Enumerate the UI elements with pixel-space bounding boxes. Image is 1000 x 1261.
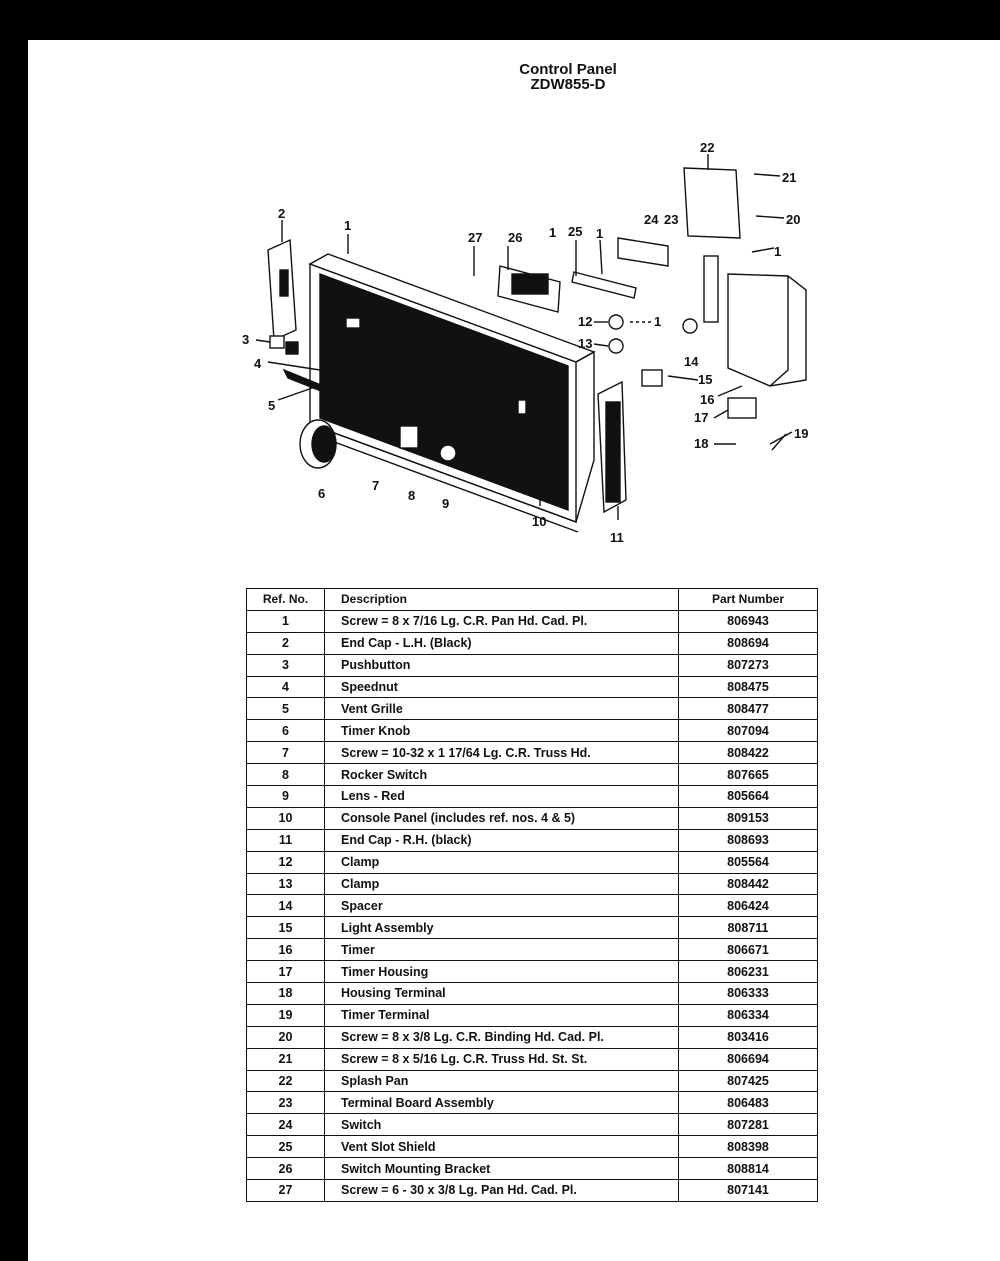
callout-21: 21 — [782, 170, 797, 185]
table-row — [247, 632, 818, 654]
description-cell: Timer Terminal — [325, 1004, 679, 1026]
callout-25: 25 — [568, 224, 583, 239]
description-cell: Console Panel (includes ref. nos. 4 & 5) — [325, 807, 679, 829]
part-number-cell: 807281 — [679, 1114, 818, 1136]
callout-5: 5 — [268, 398, 276, 413]
table-row — [247, 676, 818, 698]
part-number-cell: 808694 — [679, 632, 818, 654]
table-row — [247, 1180, 818, 1202]
table-row — [247, 1004, 818, 1026]
table-row — [247, 786, 818, 808]
ref-cell: 27 — [247, 1180, 325, 1202]
part-number-cell: 808693 — [679, 829, 818, 851]
table-row — [247, 873, 818, 895]
description-cell: Lens - Red — [325, 786, 679, 808]
parts-sheet — [28, 40, 1000, 1261]
callout-24: 24 — [644, 212, 659, 227]
timer-drawing — [728, 274, 806, 386]
callout-1c: 1 — [596, 226, 604, 241]
table-row — [247, 1048, 818, 1070]
callout-10: 10 — [532, 514, 547, 529]
part-number-cell: 808477 — [679, 698, 818, 720]
description-cell: Screw = 10-32 x 1 17/64 Lg. C.R. Truss Hd. — [325, 742, 679, 764]
description-cell: Speednut — [325, 676, 679, 698]
part-number-cell: 808442 — [679, 873, 818, 895]
table-row — [247, 1092, 818, 1114]
part-number-cell: 807273 — [679, 654, 818, 676]
table-row — [247, 917, 818, 939]
callout-3: 3 — [242, 332, 250, 347]
callout-1: 1 — [344, 218, 352, 233]
table-row — [247, 720, 818, 742]
ref-cell: 18 — [247, 983, 325, 1005]
callout-7: 7 — [372, 478, 380, 493]
table-row — [247, 742, 818, 764]
part-number-cell: 806334 — [679, 1004, 818, 1026]
ref-cell: 17 — [247, 961, 325, 983]
table-row — [247, 654, 818, 676]
parts-list-table — [246, 588, 818, 1202]
ref-cell: 24 — [247, 1114, 325, 1136]
description-cell: Terminal Board Assembly — [325, 1092, 679, 1114]
description-cell: Screw = 6 - 30 x 3/8 Lg. Pan Hd. Cad. Pl. — [325, 1180, 679, 1202]
ref-cell: 2 — [247, 632, 325, 654]
ref-cell: 21 — [247, 1048, 325, 1070]
table-row — [247, 895, 818, 917]
ref-cell: 4 — [247, 676, 325, 698]
ref-cell: 12 — [247, 851, 325, 873]
ref-cell: 25 — [247, 1136, 325, 1158]
part-number-cell: 806671 — [679, 939, 818, 961]
ref-cell: 13 — [247, 873, 325, 895]
table-row — [247, 1026, 818, 1048]
part-number-cell: 809153 — [679, 807, 818, 829]
callout-18: 18 — [694, 436, 709, 451]
part-number-cell: 805564 — [679, 851, 818, 873]
ref-cell: 10 — [247, 807, 325, 829]
ref-cell: 5 — [247, 698, 325, 720]
ref-cell: 23 — [247, 1092, 325, 1114]
description-cell: Light Assembly — [325, 917, 679, 939]
callout-1d: 1 — [774, 244, 782, 259]
callout-16: 16 — [700, 392, 715, 407]
part-number-cell: 808475 — [679, 676, 818, 698]
description-cell: Clamp — [325, 851, 679, 873]
table-row — [247, 1136, 818, 1158]
description-cell: Pushbutton — [325, 654, 679, 676]
ref-cell: 3 — [247, 654, 325, 676]
ref-cell: 9 — [247, 786, 325, 808]
part-number-cell: 807665 — [679, 764, 818, 786]
callout-19: 19 — [794, 426, 809, 441]
part-number-cell: 807094 — [679, 720, 818, 742]
header-description: Description — [325, 589, 679, 611]
ref-cell: 19 — [247, 1004, 325, 1026]
callout-9: 9 — [442, 496, 450, 511]
table-row — [247, 983, 818, 1005]
table-row — [247, 764, 818, 786]
description-cell: Vent Slot Shield — [325, 1136, 679, 1158]
part-number-cell: 806333 — [679, 983, 818, 1005]
part-number-cell: 806694 — [679, 1048, 818, 1070]
ref-cell: 7 — [247, 742, 325, 764]
callout-15: 15 — [698, 372, 713, 387]
ref-cell: 8 — [247, 764, 325, 786]
callout-6: 6 — [318, 486, 326, 501]
callout-13: 13 — [578, 336, 593, 351]
ref-cell: 11 — [247, 829, 325, 851]
part-number-cell: 806943 — [679, 610, 818, 632]
description-cell: End Cap - L.H. (Black) — [325, 632, 679, 654]
table-row — [247, 1070, 818, 1092]
description-cell: Vent Grille — [325, 698, 679, 720]
ref-cell: 15 — [247, 917, 325, 939]
callout-11: 11 — [610, 530, 624, 545]
callout-20: 20 — [786, 212, 801, 227]
callout-14: 14 — [684, 354, 699, 369]
table-row — [247, 829, 818, 851]
description-cell: Clamp — [325, 873, 679, 895]
table-header-row — [247, 589, 818, 611]
description-cell: Timer Knob — [325, 720, 679, 742]
description-cell: Switch Mounting Bracket — [325, 1158, 679, 1180]
splash-pan-drawing — [684, 168, 740, 238]
table-row — [247, 939, 818, 961]
callout-27: 27 — [468, 230, 483, 245]
part-number-cell: 808711 — [679, 917, 818, 939]
ref-cell: 1 — [247, 610, 325, 632]
table-row — [247, 1158, 818, 1180]
description-cell: Screw = 8 x 7/16 Lg. C.R. Pan Hd. Cad. Pl. — [325, 610, 679, 632]
part-number-cell: 805664 — [679, 786, 818, 808]
table-row — [247, 961, 818, 983]
part-number-cell: 803416 — [679, 1026, 818, 1048]
table-row — [247, 1114, 818, 1136]
table-row — [247, 807, 818, 829]
part-number-cell: 806231 — [679, 961, 818, 983]
description-cell: Rocker Switch — [325, 764, 679, 786]
description-cell: End Cap - R.H. (black) — [325, 829, 679, 851]
part-number-cell: 808422 — [679, 742, 818, 764]
description-cell: Housing Terminal — [325, 983, 679, 1005]
ref-cell: 20 — [247, 1026, 325, 1048]
part-number-cell: 808814 — [679, 1158, 818, 1180]
callout-22: 22 — [700, 140, 715, 155]
callout-23: 23 — [664, 212, 679, 227]
ref-cell: 14 — [247, 895, 325, 917]
description-cell: Splash Pan — [325, 1070, 679, 1092]
ref-cell: 22 — [247, 1070, 325, 1092]
callout-2: 2 — [278, 206, 286, 221]
description-cell: Screw = 8 x 3/8 Lg. C.R. Binding Hd. Cad. Pl. — [325, 1026, 679, 1048]
callout-26: 26 — [508, 230, 523, 245]
callout-8: 8 — [408, 488, 416, 503]
table-row — [247, 698, 818, 720]
description-cell: Spacer — [325, 895, 679, 917]
ref-cell: 26 — [247, 1158, 325, 1180]
description-cell: Timer Housing — [325, 961, 679, 983]
exploded-diagram — [28, 40, 1000, 560]
callout-12: 12 — [578, 314, 593, 329]
part-number-cell: 807425 — [679, 1070, 818, 1092]
table-row — [247, 851, 818, 873]
part-number-cell: 807141 — [679, 1180, 818, 1202]
title-line-1: Control Panel — [519, 61, 617, 78]
callout-4: 4 — [254, 356, 262, 371]
description-cell: Screw = 8 x 5/16 Lg. C.R. Truss Hd. St. St. — [325, 1048, 679, 1070]
ref-cell: 6 — [247, 720, 325, 742]
table-row — [247, 610, 818, 632]
title-line-2: ZDW855-D — [530, 76, 606, 93]
description-cell: Switch — [325, 1114, 679, 1136]
part-number-cell: 806424 — [679, 895, 818, 917]
callout-1b: 1 — [549, 225, 557, 240]
description-cell: Timer — [325, 939, 679, 961]
part-number-cell: 808398 — [679, 1136, 818, 1158]
callout-1e: 1 — [654, 314, 662, 329]
header-ref-no: Ref. No. — [247, 589, 325, 611]
part-number-cell: 806483 — [679, 1092, 818, 1114]
callout-17: 17 — [694, 410, 709, 425]
header-part-number: Part Number — [679, 589, 818, 611]
ref-cell: 16 — [247, 939, 325, 961]
